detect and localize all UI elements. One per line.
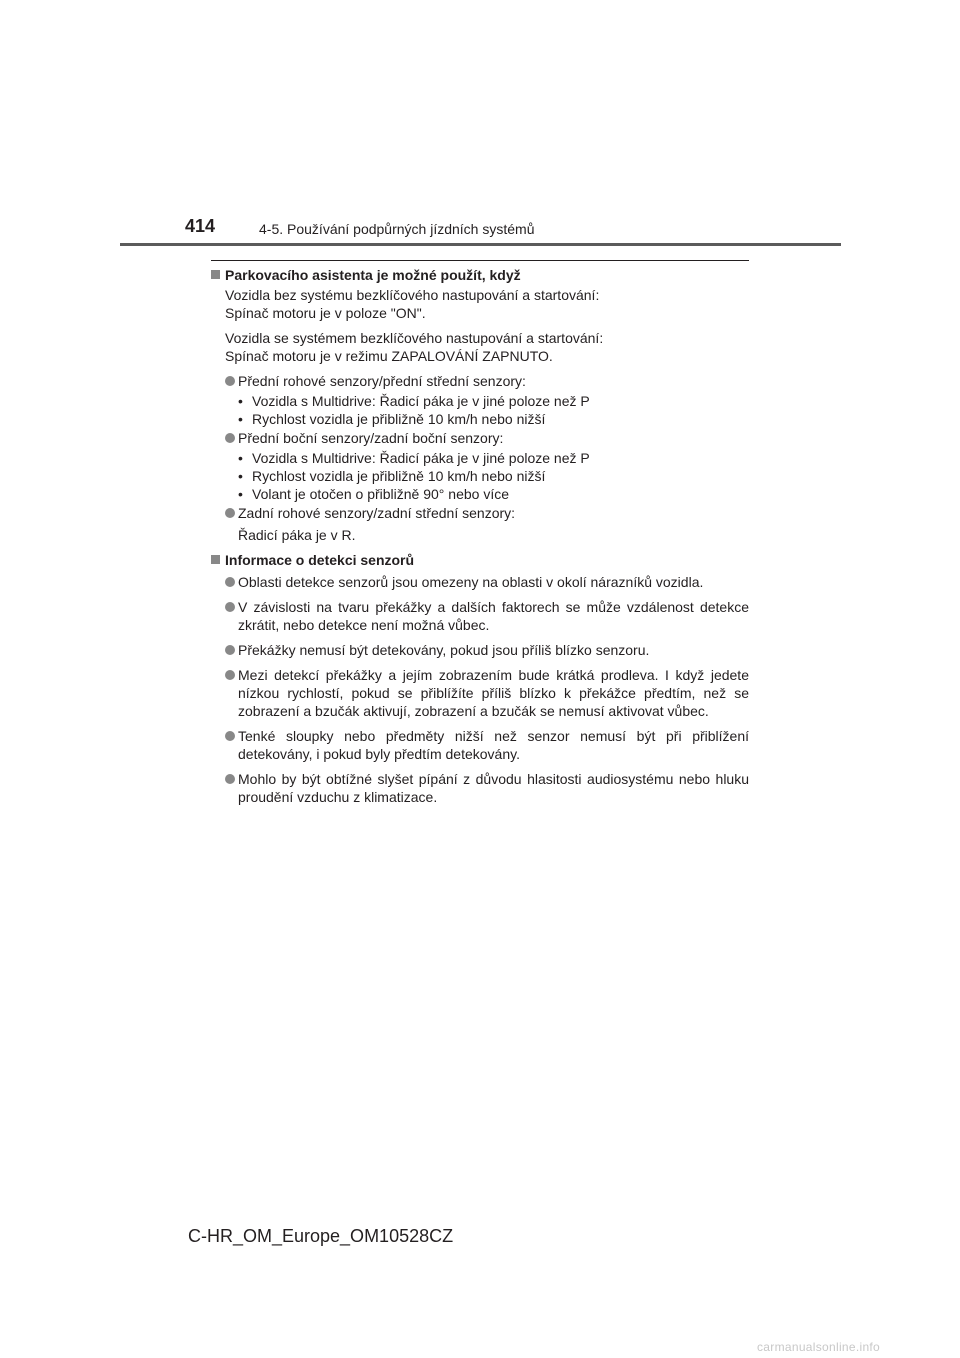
circle-bullet-icon: [225, 602, 235, 612]
bullet-item: [211, 598, 749, 634]
circle-bullet-icon: [225, 731, 235, 741]
bullet-text: V závislosti na tvaru překážky a dalších faktorech se může vzdálenost detekce zkrátit, nebo detekce není možná vůbec.: [238, 599, 749, 633]
bullet-text: Oblasti detekce senzorů jsou omezeny na oblasti v okolí nárazníků vozidla.: [238, 574, 704, 590]
bullet-text: Mohlo by být obtížné slyšet pípání z důvodu hlasitosti audiosystému nebo hluku proudění vzduchu z klimatizace.: [238, 771, 749, 805]
bullet-item: [211, 641, 749, 659]
sub-list: [211, 392, 749, 428]
circle-bullet-icon: [225, 433, 235, 443]
sub-item: • Vozidla s Multidrive: Řadicí páka je v jiné poloze než P: [238, 450, 590, 466]
bullet-text: Tenké sloupky nebo předměty nižší než senzor nemusí být při přiblížení detekovány, i pokud byly předtím detekovány.: [238, 728, 749, 762]
bullet-text: Přední rohové senzory/přední střední senzory:: [238, 373, 526, 389]
sub-item: • Rychlost vozidla je přibližně 10 km/h nebo nižší: [238, 411, 546, 427]
section-heading-text: Parkovacího asistenta je možné použít, když: [225, 267, 521, 283]
sub-item-text: Vozidla s Multidrive: Řadicí páka je v jiné poloze než P: [252, 393, 590, 409]
sub-item: • Rychlost vozidla je přibližně 10 km/h nebo nižší: [238, 468, 546, 484]
bullet-detail: Řadicí páka je v R.: [238, 527, 356, 543]
circle-bullet-icon: [225, 376, 235, 386]
footer-doc-code: C-HR_OM_Europe_OM10528CZ: [188, 1226, 454, 1246]
section-heading-text: Informace o detekci senzorů: [225, 552, 415, 568]
circle-bullet-icon: [225, 577, 235, 587]
section-heading: [211, 266, 749, 284]
circle-bullet-icon: [225, 508, 235, 518]
bullet-item: [211, 727, 749, 763]
sub-item-text: Rychlost vozidla je přibližně 10 km/h nebo nižší: [252, 411, 546, 427]
square-bullet-icon: [211, 270, 220, 279]
paragraph: [211, 286, 749, 322]
bullet-text: Zadní rohové senzory/zadní střední senzory:: [238, 505, 516, 521]
content-divider: [211, 260, 749, 261]
bullet-item: [211, 666, 749, 720]
circle-bullet-icon: [225, 774, 235, 784]
paragraph-line: Vozidla bez systému bezklíčového nastupování a startování:: [225, 287, 600, 303]
paragraph: [211, 329, 749, 365]
bullet-item: [211, 504, 749, 522]
paragraph-line: Spínač motoru je v režimu ZAPALOVÁNÍ ZAPNUTO.: [225, 348, 553, 364]
bullet-item: [211, 573, 749, 591]
bullet-text: Mezi detekcí překážky a jejím zobrazením bude krátká prodleva. I když jedete nízkou rychlostí, pokud se přiblížíte příliš blízko k překážce předtím, než se zobrazení a bzučák aktivují, zobrazení a bzučák se nemusí aktivovat vůbec.: [238, 667, 749, 719]
header-divider: [120, 243, 841, 246]
bullet-text: Přední boční senzory/zadní boční senzory:: [238, 430, 504, 446]
square-bullet-icon: [211, 555, 220, 564]
sub-item: • Volant je otočen o přibližně 90° nebo více: [238, 486, 509, 502]
section-heading: [211, 551, 749, 569]
circle-bullet-icon: [225, 645, 235, 655]
sub-item: • Vozidla s Multidrive: Řadicí páka je v jiné poloze než P: [238, 393, 590, 409]
paragraph-line: Vozidla se systémem bezklíčového nastupování a startování:: [225, 330, 604, 346]
sub-item-text: Vozidla s Multidrive: Řadicí páka je v jiné poloze než P: [252, 450, 590, 466]
bullet-item: [211, 429, 749, 447]
bullet-item: [211, 770, 749, 806]
section-title: 4-5. Používání podpůrných jízdních systémů: [259, 221, 535, 237]
bullet-text: Překážky nemusí být detekovány, pokud jsou příliš blízko senzoru.: [238, 642, 650, 658]
sub-item-text: Rychlost vozidla je přibližně 10 km/h nebo nižší: [252, 468, 546, 484]
watermark[interactable]: carmanualsonline.info: [757, 1340, 881, 1354]
circle-bullet-icon: [225, 670, 235, 680]
sub-list: [211, 449, 749, 503]
page-content: [211, 266, 749, 813]
sub-item-text: Volant je otočen o přibližně 90° nebo více: [252, 486, 509, 502]
paragraph-line: Spínač motoru je v poloze "ON".: [225, 305, 426, 321]
bullet-item: [211, 372, 749, 390]
page-number: 414: [185, 216, 216, 236]
